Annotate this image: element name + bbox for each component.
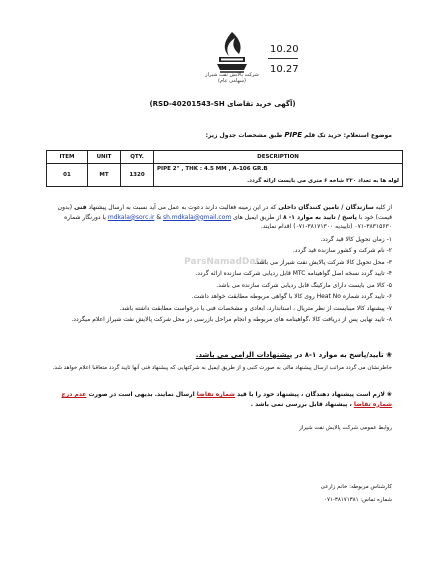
list-item: ۳- محل تحویل کالا شرکت پالایش نفت شیراز می باشد.	[254, 258, 392, 266]
subject-line	[206, 131, 392, 139]
page-title: (آگهی خرید تقاضای RSD-40201543-SH)	[149, 100, 296, 108]
list-item: ۷- پیشنهاد کالا میبایست از نظر متریال ، استاندارد، ابعادی و مشخصات فنی با درخواست مطابقت داشته باشد.	[119, 304, 392, 312]
watermark: ParsNamadData	[184, 257, 266, 267]
note1-prefix: تایید/پاسخ به موارد ۱-۸ در	[294, 351, 384, 359]
intro-part3: (بدون قیمت) خود با	[57, 204, 392, 221]
cell-item: 01	[47, 164, 88, 187]
body-text	[47, 203, 392, 327]
table-row	[47, 164, 403, 187]
list-item: ۴- تایید گردد نسخه اصل گواهینامه MTC قابل ردیابی شرکت سازنده ارائه گردد.	[195, 270, 392, 277]
requirements-list	[47, 235, 392, 325]
subject-pipe: PIPE	[284, 131, 303, 139]
list-item: ۵- کالا می بایست دارای مارکینگ قابل ردیابی شرکت سازنده می باشد.	[216, 281, 392, 289]
intro-part5: یا دورنگار شماره ۳۸۳۱۵۶۳۰-۰۷۱ (تاییدیه ۳۸۱۷۱۳۰۰-۰۷۱) اقدام نمایند.	[64, 213, 392, 230]
email-link-1[interactable]: mdkala@sorc.ir	[107, 213, 155, 221]
intro-amp: &	[156, 213, 162, 221]
list-item: ۶- تایید گردد شماره Heat No روی کالا با گواهی مربوطه مطابقت خواهد داشت.	[191, 293, 392, 300]
star-bullet-icon: ❀	[386, 391, 392, 398]
intro-bold1: سازندگان / تامین کنندگان داخلی	[278, 204, 374, 211]
col-qty: QTY.	[121, 151, 154, 164]
col-unit: UNIT	[88, 151, 121, 164]
col-description: DESCRIPTION	[154, 151, 403, 164]
description-note: لوله ها به تعداد ۲۲۰ شاخه ۶ متری می بایست ارائه گردد.	[247, 178, 399, 184]
intro-paragraph	[47, 203, 392, 232]
note3-red1: شماره تقاضا	[196, 391, 235, 398]
list-item: ۲- نام شرکت و کشور سازنده قید گردد.	[292, 247, 392, 254]
financial-note: خاطرنشان می گردد مراتب ارسال پیشنهاد مالی به صورت کتبی و از طریق ایمیل به شرکتهایی که پیشنهاد فنی آنها تایید گردد متعاقبا اعلام خواهد شد.	[52, 365, 392, 371]
list-item: ۸- تایید نهایی پس از دریافت کالا ،گواهینامه های مربوطه و انجام مراحل بازرسی در محل شرکت پالایش نفت شیراز اعلام میگردد.	[71, 316, 392, 323]
intro-part4: از طریق ایمیل های	[233, 213, 282, 221]
note3-red2: عدم درج شماره تقاضا	[61, 391, 392, 408]
intro-bold2: فنی	[74, 204, 87, 211]
contact-name: کارشناس مربوطه: خانم زارعی	[320, 484, 392, 490]
cell-qty: 1320	[121, 164, 154, 187]
subject-prefix: موضوع استعلام: خرید تک قلم	[304, 132, 392, 139]
col-item: ITEM	[47, 151, 88, 164]
contact-phone: شماره تماس: ۳۸۱۷۱۳۸۱-۰۷۱	[324, 497, 392, 503]
list-item: ۱- زمان تحویل کالا قید گردد.	[320, 235, 392, 243]
note3-part2: ارسال نمایند. بدیهی است در صورت	[88, 391, 195, 398]
cell-description	[154, 164, 403, 187]
request-number-note	[47, 390, 392, 409]
description-spec: PIPE 2" , THK : 4.5 MM , A-106 GR.B	[157, 166, 268, 172]
note3-part1: لازم است پیشنهاد دهندگان ، پیشنهاد خود را با قید	[237, 391, 385, 398]
mandatory-note	[47, 351, 392, 359]
intro-part2: که در این زمینه فعالیت دارند دعوت به عمل می آید نسبت به ارسال پیشنهاد	[88, 204, 277, 211]
email-link-2[interactable]: sh.mdkala@gmail.com	[162, 213, 232, 221]
intro-bold3: پاسخ / تایید به موارد ۱- ۸	[282, 213, 357, 221]
intro-part1: از کلیه	[375, 204, 392, 211]
ref-number-top: 10.20	[270, 44, 299, 55]
note1-underlined: پیشنهادات الزامی می باشد.	[195, 351, 293, 359]
subject-suffix: طبق مشخصات جدول زیر:	[205, 132, 283, 139]
items-table	[46, 150, 403, 187]
company-logo-text: شرکت پالایش نفت شیراز (سهامی عام)	[205, 72, 259, 84]
department-signature: روابط عمومی شرکت پالایش نفت شیراز	[299, 425, 392, 431]
star-bullet-icon: ❀	[386, 351, 392, 359]
cell-unit: MT	[88, 164, 121, 187]
ref-number-bottom: 10.27	[270, 64, 299, 75]
ref-divider	[268, 58, 298, 59]
table-header-row	[47, 151, 403, 164]
note3-part3: ، پیشنهاد قابل بررسی نمی باشد .	[250, 400, 352, 408]
